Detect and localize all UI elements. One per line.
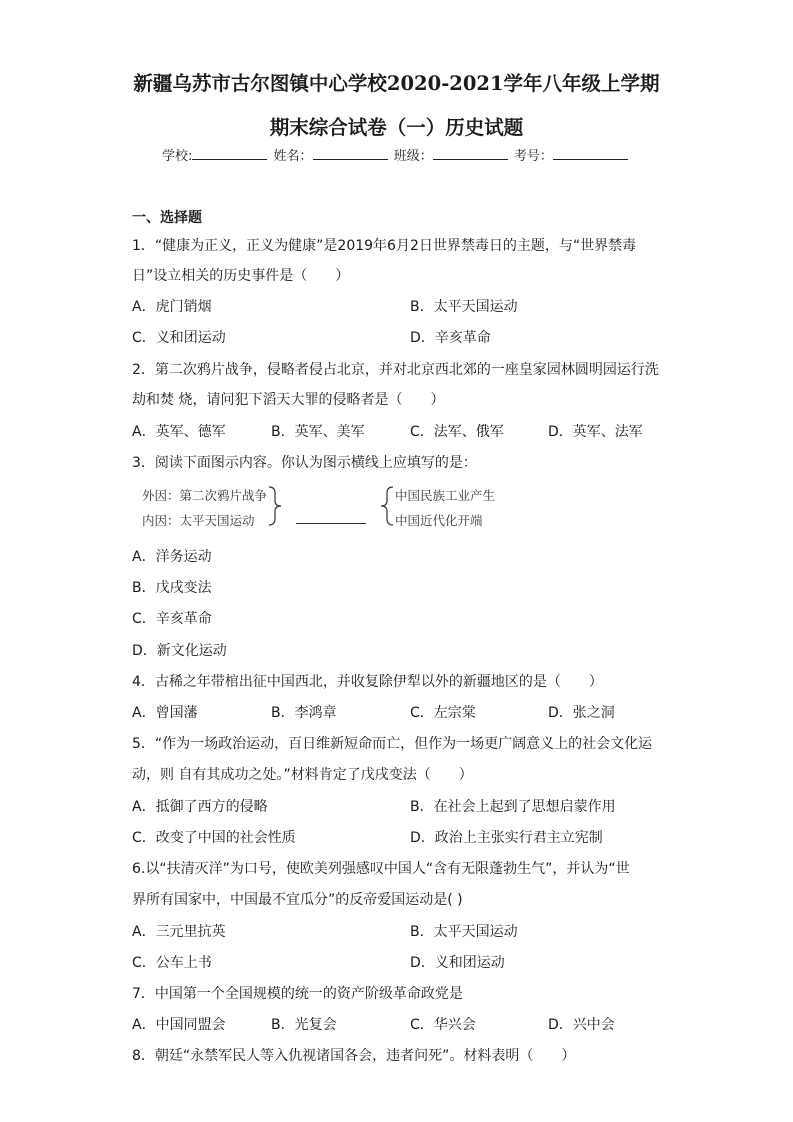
question-5-stem-line1: 5．“作为一场政治运动，百日维新短命而亡，但作为一场更广阔意义上的社会文化运 (132, 736, 653, 752)
section-title: 一、选择题 (132, 210, 202, 226)
diagram-effect-modernization: 中国近代化开端 (395, 513, 483, 528)
question-2-stem-line1: 2．第二次鸦片战争，侵略者侵占北京，并对北京西北郊的一座皇家园林圆明园运行洗 (132, 362, 659, 378)
question-5-option-c: C．改变了中国的社会性质 (132, 830, 296, 846)
question-4-option-c: C．左宗棠 (410, 705, 476, 721)
diagram-effect-industry: 中国民族工业产生 (395, 488, 496, 503)
question-4-option-a: A．曾国藩 (132, 705, 198, 721)
question-1-option-c: C．义和团运动 (132, 330, 226, 346)
question-5-option-a: A．抵御了西方的侵略 (132, 799, 268, 815)
question-7-option-c: C．华兴会 (410, 1017, 476, 1033)
school-label: 学校: (162, 149, 193, 164)
question-2-option-c: C．法军、俄军 (410, 424, 504, 440)
question-3-option-b: B．戊戌变法 (132, 580, 212, 596)
question-2-option-a: A．英军、德军 (132, 424, 226, 440)
question-3-option-c: C．辛亥革命 (132, 611, 212, 627)
class-label: 班级： (393, 149, 433, 164)
name-label: 姓名： (273, 149, 313, 164)
question-4-option-d: D．张之洞 (548, 705, 615, 721)
question-7-option-d: D．兴中会 (548, 1017, 615, 1033)
question-3-option-d: D．新文化运动 (132, 643, 227, 659)
question-7-option-a: A．中国同盟会 (132, 1017, 226, 1033)
question-6-stem-line1: 6.以“扶清灭洋”为口号，使欧美列强感叹中国人“含有无限蓬勃生气”，并认为“世 (132, 861, 630, 877)
question-2-option-d: D．英军、法军 (548, 424, 643, 440)
question-6-option-b: B．太平天国运动 (410, 924, 518, 940)
left-brace-icon (378, 485, 396, 527)
question-3-stem: 3．阅读下面图示内容。你认为图示横线上应填写的是： (132, 455, 477, 471)
exam-title-line1: 新疆乌苏市古尔图镇中心学校2020-2021学年八年级上学期 (133, 72, 660, 95)
question-7-option-b: B．光复会 (271, 1017, 337, 1033)
question-8-stem: 8．朝廷“永禁军民人等入仇视诸国各会，违者问死”。材料表明（ ） (132, 1048, 576, 1064)
question-4-option-b: B．李鸿章 (271, 705, 337, 721)
question-2-stem-line2: 劫和焚 烧，请问犯下滔天大罪的侵略者是（ ） (132, 392, 445, 408)
name-blank (313, 147, 388, 160)
question-1-option-a: A．虎门销烟 (132, 299, 212, 315)
question-6-option-d: D．义和团运动 (410, 955, 505, 971)
question-5-option-d: D．政治上主张实行君主立宪制 (410, 830, 603, 846)
diagram-internal-cause: 内因：太平天国运动 (142, 513, 255, 528)
exam-title-line2: 期末综合试卷（一）历史试题 (269, 116, 524, 139)
question-6-stem-line2: 界所有国家中，中国最不宜瓜分”的反帝爱国运动是( ) (132, 892, 463, 908)
question-1-stem-line1: 1．“健康为正义，正义为健康”是2019年6月2日世界禁毒日的主题，与“世界禁毒 (132, 238, 637, 254)
school-blank (192, 147, 267, 160)
exam-number-label: 考号： (513, 149, 553, 164)
student-info-row (162, 145, 630, 164)
question-5-option-b: B．在社会上起到了思想启蒙作用 (410, 799, 616, 815)
question-7-stem: 7．中国第一个全国规模的统一的资产阶级革命政党是 (132, 986, 463, 1002)
question-5-stem-line2: 动，则 自有其成功之处。”材料肯定了戊戌变法（ ） (132, 767, 473, 783)
diagram-external-cause: 外因：第二次鸦片战争 (142, 488, 268, 503)
question-6-option-a: A．三元里抗英 (132, 924, 226, 940)
question-1-option-b: B．太平天国运动 (410, 299, 518, 315)
exam-number-blank (553, 147, 628, 160)
question-1-option-d: D．辛亥革命 (410, 330, 491, 346)
question-4-stem: 4．古稀之年带棺出征中国西北，并收复除伊犁以外的新疆地区的是（ ） (132, 674, 603, 690)
question-6-option-c: C．公车上书 (132, 955, 212, 971)
right-brace-icon (266, 485, 284, 527)
diagram-answer-blank (296, 523, 366, 524)
question-1-stem-line2: 日”设立相关的历史事件是（ ） (132, 268, 350, 284)
class-blank (433, 147, 508, 160)
question-3-option-a: A．洋务运动 (132, 549, 212, 565)
question-2-option-b: B．英军、美军 (271, 424, 365, 440)
